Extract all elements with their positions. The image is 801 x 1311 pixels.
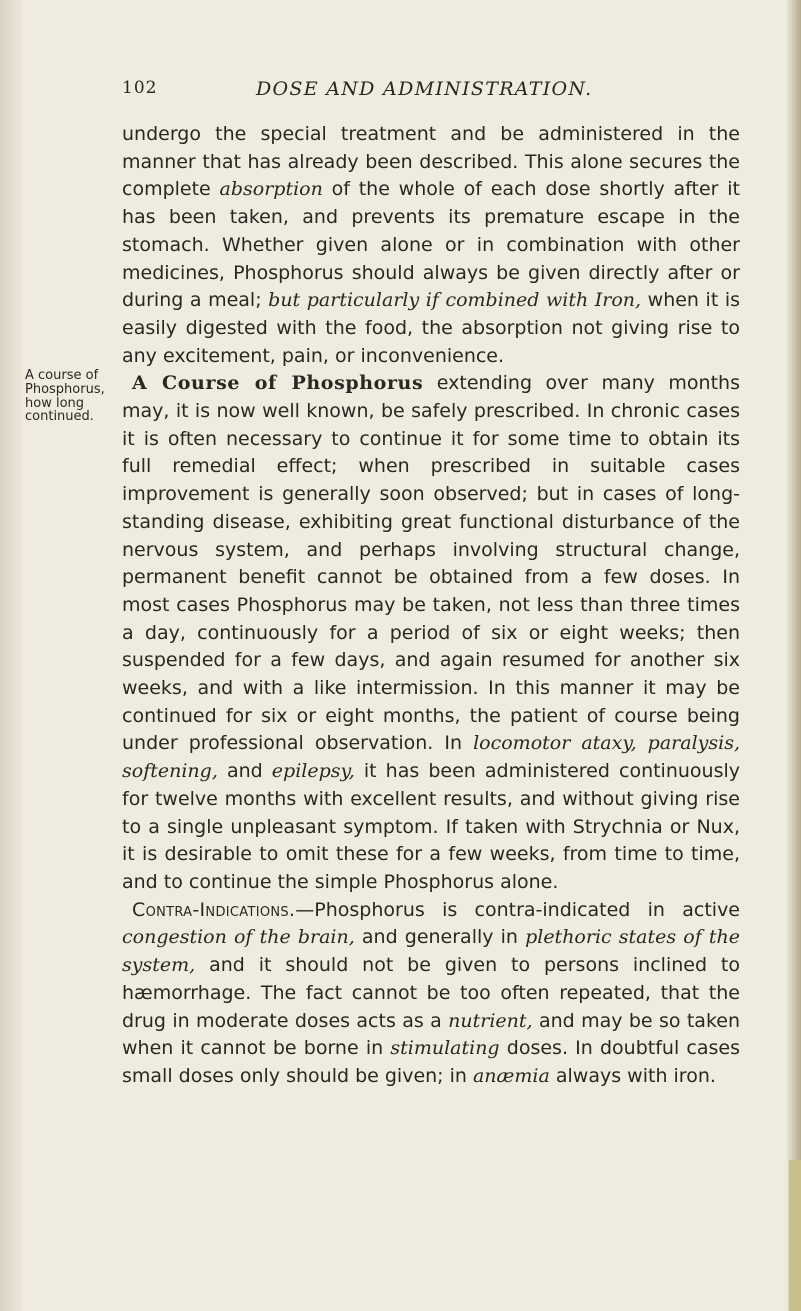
marginal-note-line: how long <box>25 395 85 411</box>
marginal-note-line: Phosphorus, <box>25 381 105 397</box>
text-run: undergo the special treatment and be administered in the manner that has already been described. This alone secures the complete <box>122 123 740 201</box>
text-run: and it should not be given to persons inclined to hæmorrhage. The fact cannot be too often repeated, that the drug in moderate doses acts as a <box>122 954 740 1032</box>
page-gutter-shadow <box>0 0 22 1311</box>
text-run: and <box>217 760 272 783</box>
paragraph-absorption <box>122 121 740 370</box>
marginal-note-line: A course of <box>25 368 99 383</box>
section-lead-heading: Contra-Indications. <box>132 898 296 921</box>
page-edge-shadow <box>787 0 801 1311</box>
body-text <box>122 121 740 1091</box>
marginal-note <box>25 369 110 424</box>
text-run: and may be so taken when it cannot be borne in <box>122 1009 740 1060</box>
text-run: and generally in <box>354 926 526 949</box>
text-run: of the whole of each dose shortly after it has been taken, and prevents its premature escape in the stomach. Whether given alone or in combination with other medicines, Phosphorus should always be given directly after or during a meal; <box>122 178 740 312</box>
italic-run: locomotor ataxy, paralysis, softening, <box>122 732 740 783</box>
paragraph-contra-indications <box>122 897 740 1091</box>
marginal-note-line: continued. <box>25 409 94 425</box>
paragraph-course-of-phosphorus <box>122 370 740 896</box>
italic-run: plethoric states of the system, <box>122 926 740 977</box>
text-run: when it is easily digested with the food, the absorption not giving rise to any excitement, pain, or inconvenience. <box>122 289 741 367</box>
section-lead-heading: A Course of Phosphorus <box>132 372 424 395</box>
italic-run: congestion of the brain, <box>122 926 355 949</box>
text-run: it has been administered continuously for twelve months with excellent results, and without giving rise to a single unpleasant symptom. If taken with Strychnia or Nux, it is desirable to omit these for a few weeks, from time to time, and to continue the simple Phosphorus alone. <box>122 760 741 893</box>
text-run: extending over many months may, it is now well known, be safely prescribed. In chronic cases it is often necessary to continue it for some time to obtain its full remedial effect; when prescribed in suitable cases improvement is generally soon observed; but in cases of long-standing disease, exhibiting great functional disturbance of the nervous system, and perhaps involving structural change, permanent benefit cannot be obtained from a few doses. In most cases Phosphorus may be taken, not less than three times a day, continuously for a period of six or eight weeks; then suspended for a few days, and again resumed for another six weeks, and with a like intermission. In this manner it may be continued for six or eight months, the patient of course being under professional observation. In <box>122 372 740 755</box>
italic-run: nutrient, <box>448 1009 533 1032</box>
running-head: DOSE AND ADMINISTRATION. <box>256 78 593 100</box>
page-edge-tab <box>789 1160 801 1311</box>
page-number: 102 <box>122 78 158 98</box>
text-run: always with iron. <box>549 1064 716 1087</box>
text-run: —Phosphorus is contra-indicated in active <box>295 898 740 921</box>
italic-run: absorption <box>219 178 323 201</box>
italic-run: anæmia <box>472 1064 550 1087</box>
italic-run: but particularly if combined with Iron, <box>268 289 642 312</box>
page-header <box>120 78 740 106</box>
italic-run: stimulating <box>390 1037 500 1060</box>
text-run: doses. In doubtful cases small doses only should be given; in <box>122 1037 741 1087</box>
italic-run: epilepsy, <box>271 760 355 783</box>
